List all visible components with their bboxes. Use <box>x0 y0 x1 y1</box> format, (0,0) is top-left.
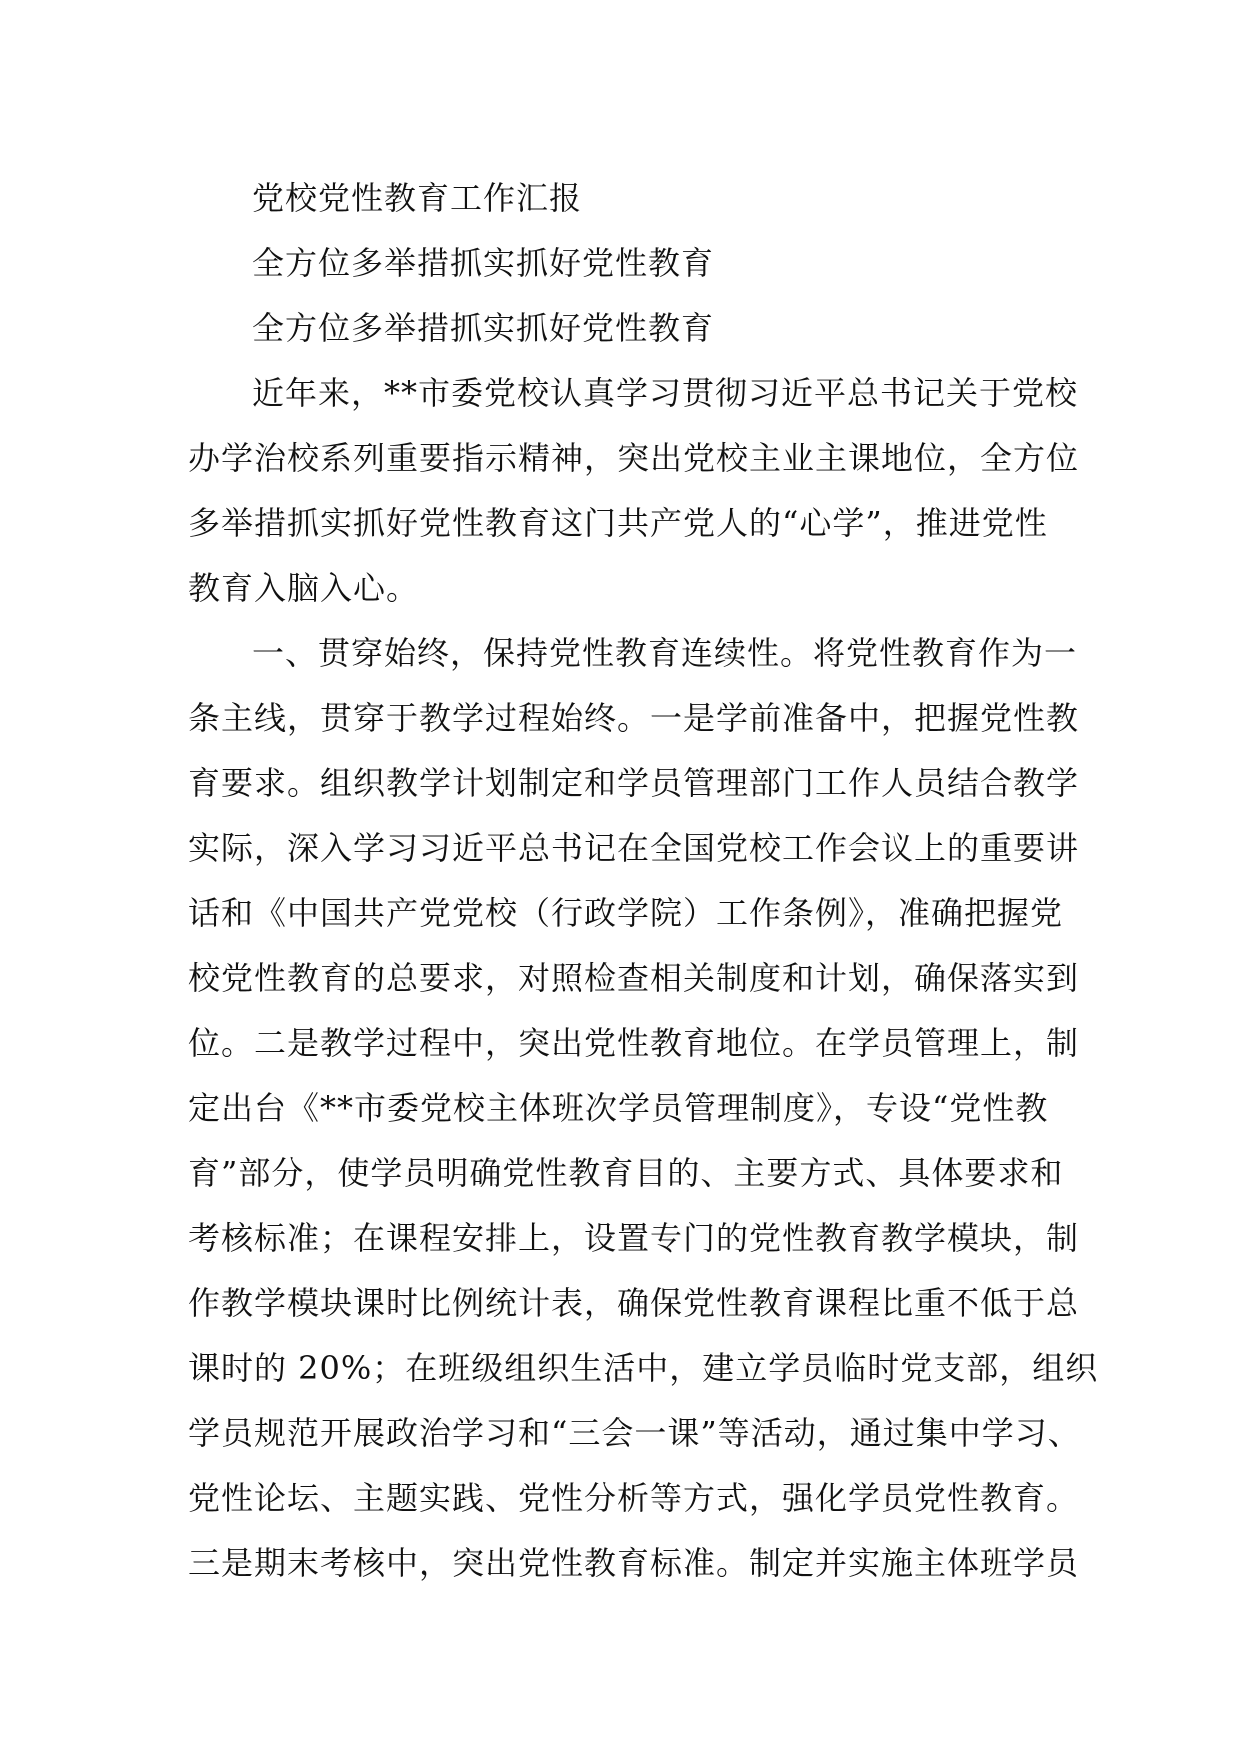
paragraph-2-line: 学员规范开展政治学习和“三会一课”等活动，通过集中学习、 <box>188 1414 1081 1452</box>
paragraph-2-line: 育要求。组织教学计划制定和学员管理部门工作人员结合教学 <box>188 764 1080 802</box>
paragraph-2-line: 话和《中国共产党党校（行政学院）工作条例》，准确把握党 <box>188 894 1064 932</box>
document-title: 党校党性教育工作汇报 <box>252 179 583 217</box>
document-subtitle: 全方位多举措抓实抓好党性教育 <box>252 244 715 282</box>
paragraph-1-line: 多举措抓实抓好党性教育这门共产党人的“心学”，推进党性 <box>188 504 1048 542</box>
paragraph-2-line: 校党性教育的总要求，对照检查相关制度和计划，确保落实到 <box>188 959 1080 997</box>
paragraph-1-line: 教育入脑入心。 <box>188 569 420 607</box>
paragraph-2-line: 一、贯穿始终，保持党性教育连续性。将党性教育作为一 <box>252 634 1078 672</box>
paragraph-2-line: 育”部分，使学员明确党性教育目的、主要方式、具体要求和 <box>188 1154 1064 1192</box>
document-subtitle-repeat: 全方位多举措抓实抓好党性教育 <box>252 309 715 347</box>
document-text-block <box>188 166 1099 1596</box>
paragraph-2-line: 作教学模块课时比例统计表，确保党性教育课程比重不低于总 <box>188 1284 1080 1322</box>
paragraph-2-line: 党性论坛、主题实践、党性分析等方式，强化学员党性教育。 <box>188 1479 1080 1517</box>
paragraph-2-line: 实际，深入学习习近平总书记在全国党校工作会议上的重要讲 <box>188 829 1080 867</box>
paragraph-2-line: 课时的 20%；在班级组织生活中，建立学员临时党支部，组织 <box>188 1349 1099 1387</box>
paragraph-1-line: 办学治校系列重要指示精神，突出党校主业主课地位，全方位 <box>188 439 1080 477</box>
paragraph-2-line: 三是期末考核中，突出党性教育标准。制定并实施主体班学员 <box>188 1544 1080 1582</box>
paragraph-2-line: 定出台《**市委党校主体班次学员管理制度》，专设“党性教 <box>188 1089 1049 1127</box>
paragraph-2-line: 条主线，贯穿于教学过程始终。一是学前准备中，把握党性教 <box>188 699 1080 737</box>
paragraph-2-line: 考核标准；在课程安排上，设置专门的党性教育教学模块，制 <box>188 1219 1080 1257</box>
paragraph-2-line: 位。二是教学过程中，突出党性教育地位。在学员管理上，制 <box>188 1024 1080 1062</box>
paragraph-1-line: 近年来，**市委党校认真学习贯彻习近平总书记关于党校 <box>252 374 1079 412</box>
